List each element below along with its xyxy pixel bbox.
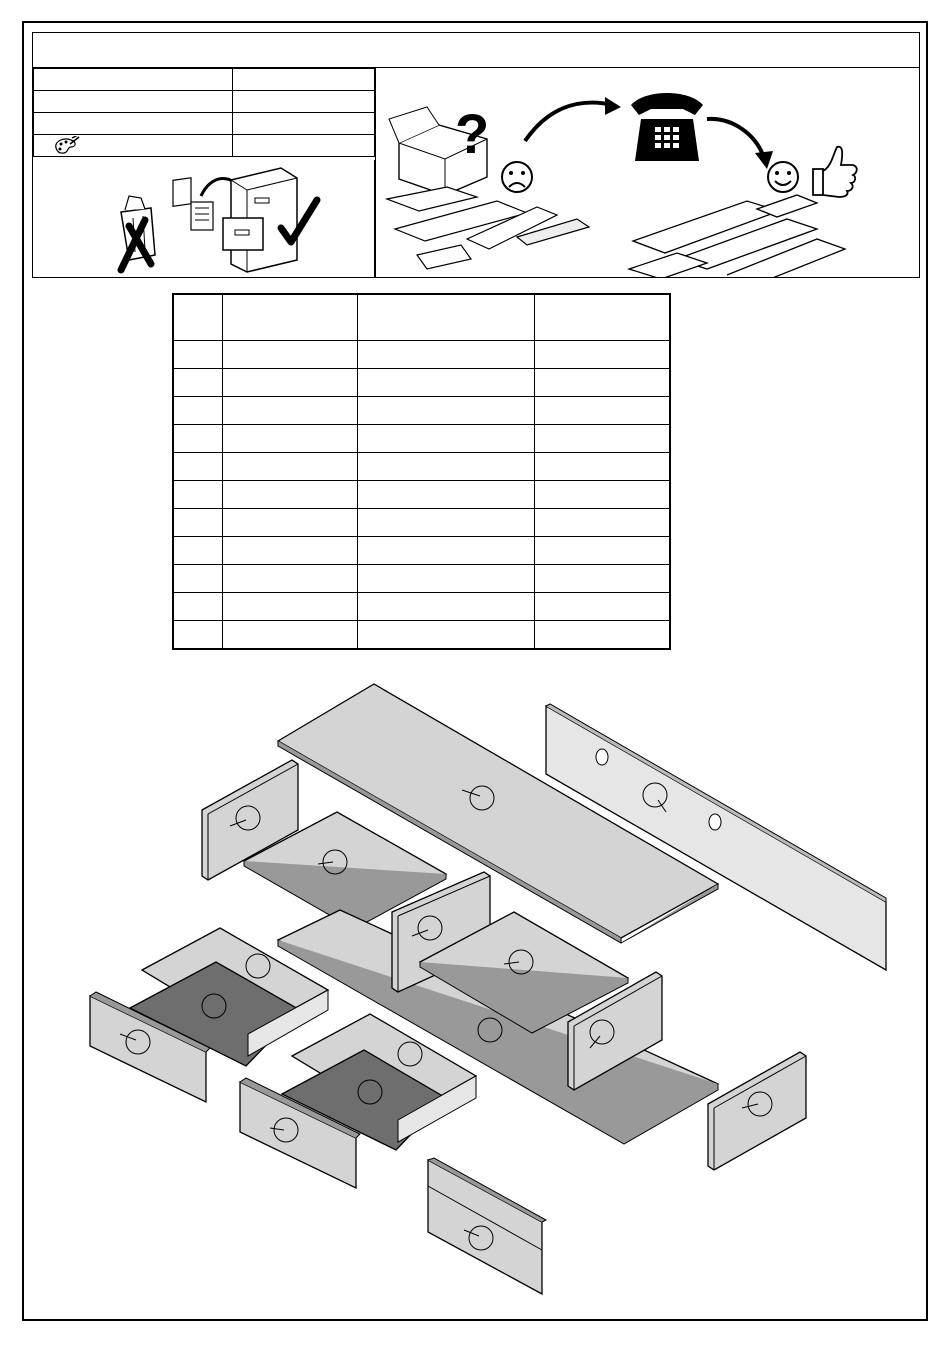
- parts-row: [173, 397, 670, 425]
- parts-row: [173, 453, 670, 481]
- filing-cabinet-icon: [223, 168, 297, 272]
- info-row: [34, 91, 375, 113]
- info-value: [233, 135, 375, 157]
- parts-cell: [535, 565, 671, 593]
- parts-cell: [223, 537, 358, 565]
- parts-table: [172, 293, 671, 650]
- flap-panel-bottom: [428, 1158, 546, 1294]
- happy-face-icon: [768, 162, 798, 192]
- parts-row: [173, 425, 670, 453]
- info-value: [233, 113, 375, 135]
- info-label: [34, 113, 233, 135]
- parts-cell: [535, 621, 671, 650]
- parts-cell: [358, 593, 535, 621]
- door-panel-right: [708, 1052, 806, 1170]
- parts-cell: [358, 481, 535, 509]
- parts-cell: [223, 453, 358, 481]
- parts-cell: [358, 425, 535, 453]
- parts-cell: [358, 341, 535, 369]
- info-row: [34, 113, 375, 135]
- exploded-view-diagram: [80, 670, 900, 1300]
- parts-row: [173, 341, 670, 369]
- thumbs-up-icon: [813, 147, 857, 197]
- parts-cell: [358, 509, 535, 537]
- parts-cell: [173, 509, 223, 537]
- contact-support-illustration: [377, 69, 919, 277]
- parts-cell: [223, 481, 358, 509]
- panels-icon: [387, 187, 589, 269]
- parts-cell: [173, 593, 223, 621]
- parts-cell: [358, 621, 535, 650]
- parts-cell: [535, 341, 671, 369]
- info-value: [233, 69, 375, 91]
- parts-cell: [173, 369, 223, 397]
- parts-cell: [535, 397, 671, 425]
- parts-cell: [173, 621, 223, 650]
- parts-cell: [358, 397, 535, 425]
- parts-cell: [223, 397, 358, 425]
- parts-column-header: [358, 294, 535, 341]
- parts-cell: [358, 565, 535, 593]
- parts-row: [173, 621, 670, 650]
- sad-face-icon: [502, 162, 532, 192]
- parts-cell: [535, 369, 671, 397]
- parts-cell: [535, 537, 671, 565]
- parts-cell: [223, 509, 358, 537]
- telephone-icon: [631, 93, 703, 161]
- parts-cell: [223, 593, 358, 621]
- parts-cell: [223, 621, 358, 650]
- parts-cell: [358, 537, 535, 565]
- parts-cell: [535, 425, 671, 453]
- title-row: [33, 33, 919, 68]
- parts-row: [173, 481, 670, 509]
- parts-cell: [173, 341, 223, 369]
- parts-row: [173, 369, 670, 397]
- parts-cell: [535, 593, 671, 621]
- parts-column-header: [223, 294, 358, 341]
- parts-row: [173, 509, 670, 537]
- parts-cell: [535, 453, 671, 481]
- parts-cell: [223, 341, 358, 369]
- parts-cell: [535, 509, 671, 537]
- parts-cell: [173, 481, 223, 509]
- parts-cell: [358, 369, 535, 397]
- parts-header-row: [173, 294, 670, 341]
- parts-cell: [223, 565, 358, 593]
- parts-cell: [358, 453, 535, 481]
- header-divider: [375, 68, 376, 277]
- parts-column-header: [535, 294, 671, 341]
- parts-cell: [173, 425, 223, 453]
- info-row: [34, 69, 375, 91]
- info-table: [33, 68, 375, 157]
- info-label: [34, 91, 233, 113]
- palette-icon: [52, 136, 82, 156]
- info-label: [34, 69, 233, 91]
- parts-cell: [173, 537, 223, 565]
- parts-row: [173, 593, 670, 621]
- parts-cell: [173, 453, 223, 481]
- parts-cell: [173, 565, 223, 593]
- info-value: [233, 91, 375, 113]
- parts-column-header: [173, 294, 223, 341]
- question-mark-icon: ?: [455, 102, 490, 165]
- parts-row: [173, 537, 670, 565]
- info-label: [34, 135, 233, 157]
- parts-cell: [173, 397, 223, 425]
- parts-cell: [223, 369, 358, 397]
- storage-instruction-illustration: [33, 160, 375, 277]
- info-row: [34, 135, 375, 157]
- parts-cell: [535, 481, 671, 509]
- parts-row: [173, 565, 670, 593]
- parts-cell: [223, 425, 358, 453]
- header-box: [32, 32, 920, 278]
